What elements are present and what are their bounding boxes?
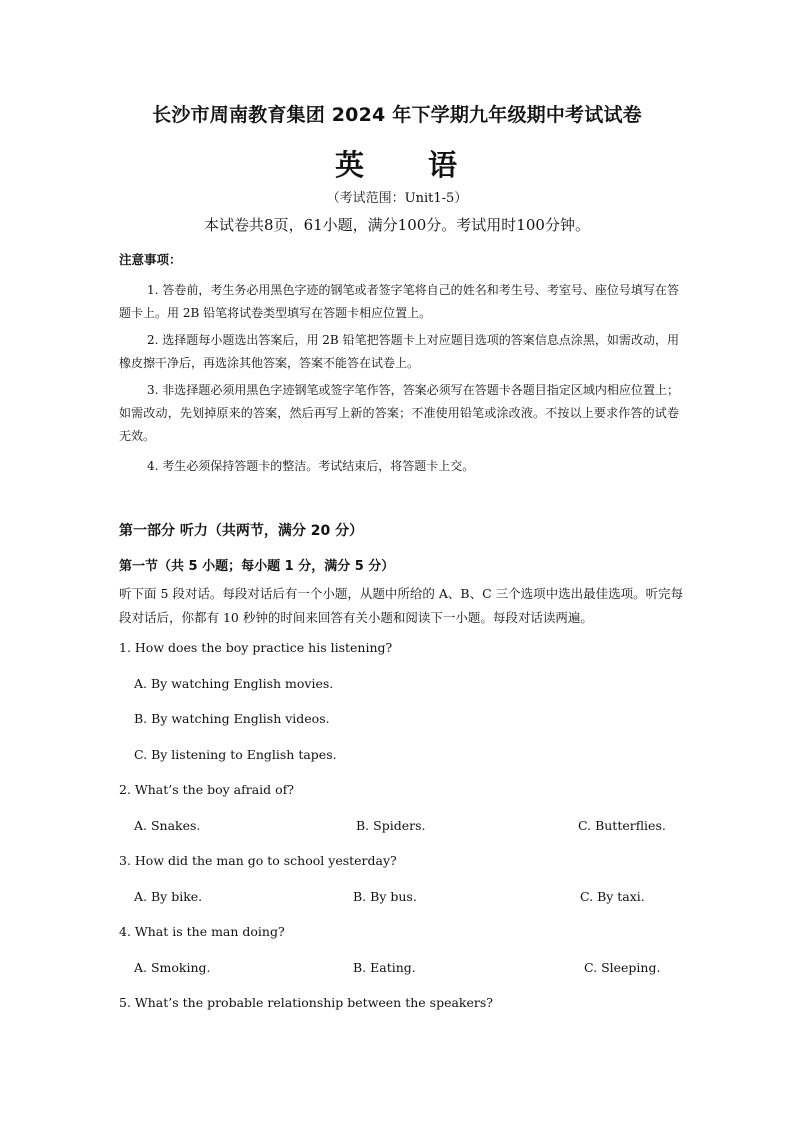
section-heading: 第一节（共 5 小题；每小题 1 分，满分 5 分） — [119, 559, 395, 574]
option-c: C. By listening to English tapes. — [134, 747, 337, 762]
subject-title: 英 语 — [334, 148, 459, 182]
option-a: A. By watching English movies. — [134, 676, 334, 691]
option-b: B. Eating. — [353, 960, 416, 975]
option-b: B. By watching English videos. — [134, 711, 330, 726]
option-c: C. Sleeping. — [584, 960, 661, 975]
question-2: 2. What’s the boy afraid of? — [119, 782, 294, 797]
part-heading: 第一部分 听力（共两节，满分 20 分） — [119, 523, 364, 539]
option-a: A. By bike. — [134, 889, 203, 904]
option-c: C. By taxi. — [580, 889, 645, 904]
section-instructions: 听下面 5 段对话。每段对话后有一个小题，从题中所给的 A、B、C 三个选项中选出最佳选项。听完每段对话后，你都有 10 秒钟的时间来回答有关小题和阅读下一小题。每段对话读两遍。 — [119, 586, 684, 625]
exam-title: 长沙市周南教育集团 2024 年下学期九年级期中考试试卷 — [152, 104, 642, 126]
question-4: 4. What is the man doing? — [119, 924, 285, 939]
note-item: 2. 选择题每小题选出答案后，用 2B 铅笔把答题卡上对应题目选项的答案信息点涂黑，如需改动，用橡皮擦干净后，再选涂其他答案，答案不能答在试卷上。 — [119, 333, 679, 370]
exam-range: （考试范围：Unit1-5） — [326, 191, 468, 206]
question-5: 5. What’s the probable relationship between the speakers? — [119, 995, 493, 1010]
note-item: 3. 非选择题必须用黑色字迹钢笔或签字笔作答，答案必须写在答题卡各题目指定区域内相应位置上；如需改动，先划掉原来的答案，然后再写上新的答案；不准使用铅笔或涂改液。不按以上要求作答的试卷无效。 — [119, 383, 679, 443]
exam-info: 本试卷共8页，61小题，满分100分。考试用时100分钟。 — [204, 216, 590, 234]
note-item: 1. 答卷前，考生务必用黑色字迹的钢笔或者签字笔将自己的姓名和考生号、考室号、座位号填写在答题卡上。用 2B 铅笔将试卷类型填写在答题卡相应位置上。 — [119, 283, 679, 320]
question-1: 1. How does the boy practice his listening? — [119, 640, 393, 655]
option-c: C. Butterflies. — [578, 818, 666, 833]
question-3: 3. How did the man go to school yesterday? — [119, 853, 397, 868]
option-b: B. By bus. — [353, 889, 417, 904]
note-item: 4. 考生必须保持答题卡的整洁。考试结束后，将答题卡上交。 — [147, 459, 475, 473]
notes-heading: 注意事项： — [119, 252, 182, 267]
option-a: A. Smoking. — [134, 960, 211, 975]
option-a: A. Snakes. — [134, 818, 201, 833]
option-b: B. Spiders. — [356, 818, 426, 833]
